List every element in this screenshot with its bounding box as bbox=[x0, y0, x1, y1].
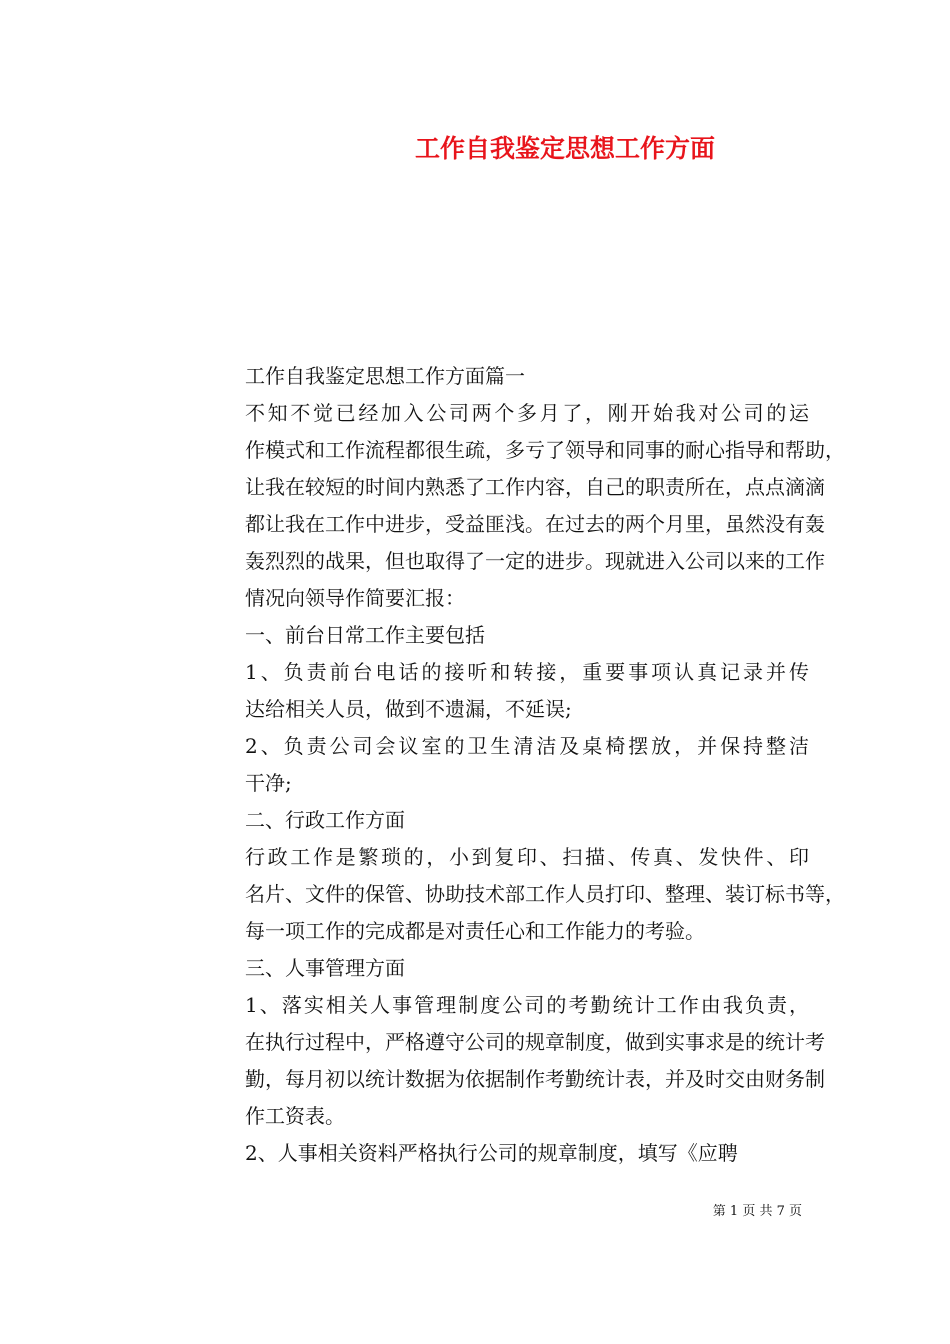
document-body bbox=[145, 358, 845, 1172]
paragraph-line: 二、行政工作方面 bbox=[245, 808, 405, 832]
paragraph-line: 名片、文件的保管、协助技术部工作人员打印、整理、装订标书等， bbox=[245, 882, 845, 906]
paragraph-line: 2、人事相关资料严格执行公司的规章制度，填写《应聘 bbox=[245, 1141, 738, 1165]
paragraph-line: 工作自我鉴定思想工作方面篇一 bbox=[245, 364, 525, 388]
body-paragraph bbox=[145, 728, 809, 802]
paragraph-line: 一、前台日常工作主要包括 bbox=[245, 623, 485, 647]
body-paragraph bbox=[145, 839, 845, 950]
paragraph-line: 情况向领导作简要汇报： bbox=[245, 586, 465, 610]
paragraph-line: 作工资表。 bbox=[245, 1104, 345, 1128]
body-paragraph bbox=[145, 987, 825, 1135]
paragraph-line: 1、负责前台电话的接听和转接，重要事项认真记录并传 bbox=[245, 660, 809, 684]
paragraph-line: 勤，每月初以统计数据为依据制作考勤统计表，并及时交由财务制 bbox=[245, 1067, 825, 1091]
paragraph-line: 达给相关人员，做到不遗漏，不延误; bbox=[245, 697, 572, 721]
body-paragraph bbox=[145, 802, 809, 839]
body-paragraph bbox=[145, 1135, 809, 1172]
paragraph-line: 让我在较短的时间内熟悉了工作内容，自己的职责所在，点点滴滴 bbox=[245, 475, 825, 499]
paragraph-line: 在执行过程中，严格遵守公司的规章制度，做到实事求是的统计考 bbox=[245, 1030, 825, 1054]
paragraph-line: 行政工作是繁琐的，小到复印、扫描、传真、发快件、印 bbox=[245, 845, 809, 869]
paragraph-line: 都让我在工作中进步，受益匪浅。在过去的两个月里，虽然没有轰 bbox=[245, 512, 825, 536]
paragraph-line: 每一项工作的完成都是对责任心和工作能力的考验。 bbox=[245, 919, 705, 943]
paragraph-line: 作模式和工作流程都很生疏，多亏了领导和同事的耐心指导和帮助， bbox=[245, 438, 845, 462]
paragraph-line: 轰烈烈的战果，但也取得了一定的进步。现就进入公司以来的工作 bbox=[245, 549, 825, 573]
paragraph-line: 2、负责公司会议室的卫生清洁及桌椅摆放，并保持整洁 bbox=[245, 734, 809, 758]
paragraph-line: 不知不觉已经加入公司两个多月了，刚开始我对公司的运 bbox=[245, 401, 809, 425]
page-footer: 第 1 页 共 7 页 bbox=[712, 1204, 802, 1219]
body-paragraph bbox=[145, 654, 809, 728]
paragraph-line: 三、人事管理方面 bbox=[245, 956, 405, 980]
body-paragraph bbox=[145, 395, 845, 617]
body-paragraph bbox=[145, 617, 809, 654]
body-paragraph bbox=[145, 950, 809, 987]
paragraph-line: 1、落实相关人事管理制度公司的考勤统计工作由我负责， bbox=[245, 993, 809, 1017]
paragraph-line: 干净; bbox=[245, 771, 292, 795]
document-title: 工作自我鉴定思想工作方面 bbox=[414, 134, 715, 163]
body-paragraph bbox=[145, 358, 809, 395]
